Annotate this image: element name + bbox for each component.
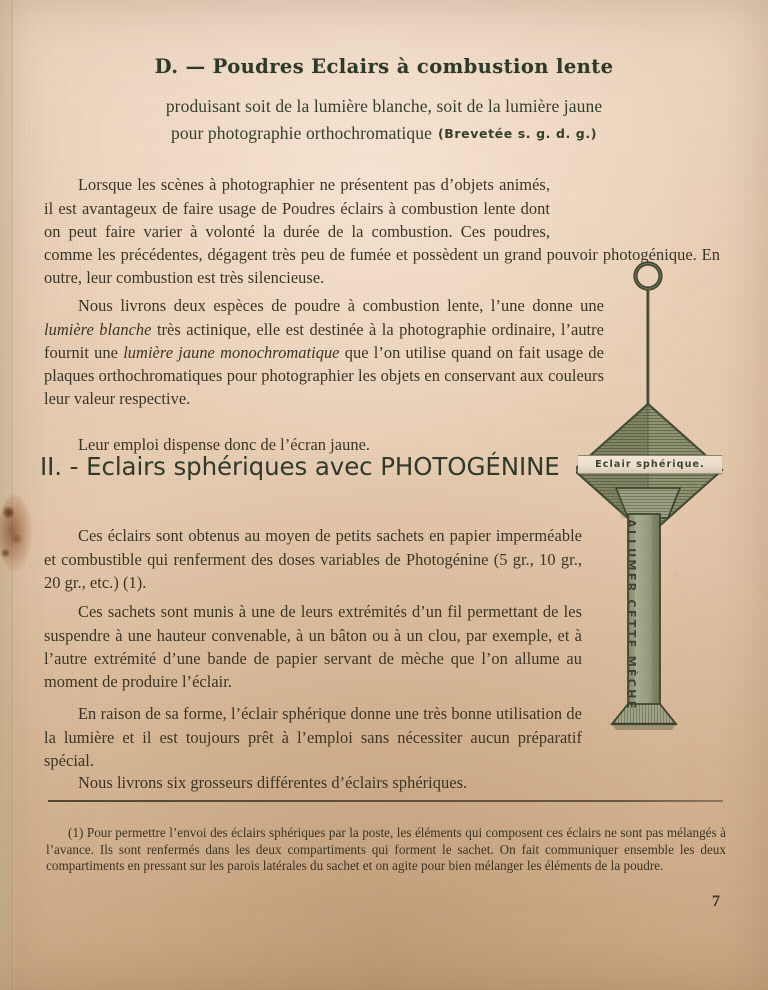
footnote-divider [48, 800, 723, 802]
paragraph-2-italic-lumiere-jaune: lumière jaune monochromatique [123, 342, 340, 362]
page-subtitle [60, 93, 708, 148]
subtitle-line-2-wrapper [60, 120, 708, 148]
label-band-eclair-spherique [578, 455, 722, 474]
hanging-ring-icon [636, 264, 661, 289]
eclair-spherique-drawing [576, 256, 752, 756]
paper-wick-strip [628, 514, 660, 706]
section-heading-label: Eclairs sphériques avec PHOTOGÉNINE [86, 452, 560, 481]
patent-note: (Brevetée s. g. d. g.) [437, 126, 598, 141]
eclair-spherique-illustration [576, 256, 752, 756]
paragraph-2 [44, 294, 604, 410]
page-title: D. — Poudres Eclairs à combustion lente [154, 55, 614, 78]
paragraph-5: Ces sachets sont munis à une de leurs extrémités d’un fil permettant de les suspendre à une hauteur convenable, à un bâton ou à un clou, par exemple, et à l’autre extrémité d’une bande de papier servant de mèche que l’on allume au moment de produire l’éclair. [44, 602, 582, 691]
paragraph-1-text: Lorsque les scènes à photographier ne présentent pas d’objets animés, il est avantageux de faire usage de Poudres éclairs à combustion lente dont on peut faire varier à volonté la durée de la combustion. Ces poudres, comme les précédentes, dégagent très peu de fumée et possèdent un grand pouvoir photogénique. En outre, leur combustion est très silencieuse. [44, 175, 720, 288]
paragraph-2-italic-lumiere-blanche: lumière blanche [44, 319, 152, 339]
label-band-text: Eclair sphérique. [595, 459, 705, 470]
wick-base [612, 704, 676, 730]
wick-instruction-text: ALLUMER CETTE MÈCHE [624, 519, 638, 711]
footnote-1: (1) Pour permettre l’envoi des éclairs sphériques par la poste, les éléments qui composent ces éclairs ne sont pas mélangés à l’avance. Ils sont renfermés dans les deux compartiments qui forment le sachet. On fait communiquer ensemble les deux compartiments en pressant sur les parois latérales du sachet et on agite pour bien mélanger les éléments de la poudre. [46, 825, 726, 874]
section-heading-eclairs-spheriques [40, 452, 560, 481]
paragraph-6: En raison de sa forme, l’éclair sphérique donne une très bonne utilisation de la lumière et il est toujours prêt à l’emploi sans nécessiter aucun préparatif spécial. [44, 704, 582, 770]
page-number: 7 [712, 893, 720, 910]
section-heading-numeral: II. - [40, 452, 79, 481]
paragraph-3: Leur emploi dispense donc de l’écran jaune. [78, 435, 371, 455]
paragraph-2-text-b: très actinique, elle est destinée à la photographie ordinaire, l’autre fournit une [44, 319, 604, 362]
subtitle-line-2: pour photographie orthochromatique [170, 123, 432, 143]
paragraph-7: Nous livrons six grosseurs différentes d’éclairs sphériques. [78, 773, 468, 793]
paragraph-4: Ces éclairs sont obtenus au moyen de petits sachets en papier imperméable et combustible qui renferment des doses variables de Photogénine (5 gr., 10 gr., 20 gr., etc.) (1). [44, 526, 582, 592]
illustration-text-wrap-spacer [550, 173, 720, 233]
paragraph-2-text-a: Nous livrons deux espèces de poudre à combustion lente, l’une donne une [78, 296, 604, 316]
subtitle-line-1: produisant soit de la lumière blanche, soit de la lumière jaune [165, 96, 603, 116]
paragraph-2-text-c: que l’on utilise quand on fait usage de plaques orthochromatiques pour photographier les objets en conservant aux couleurs leur valeur respective. [44, 342, 604, 409]
